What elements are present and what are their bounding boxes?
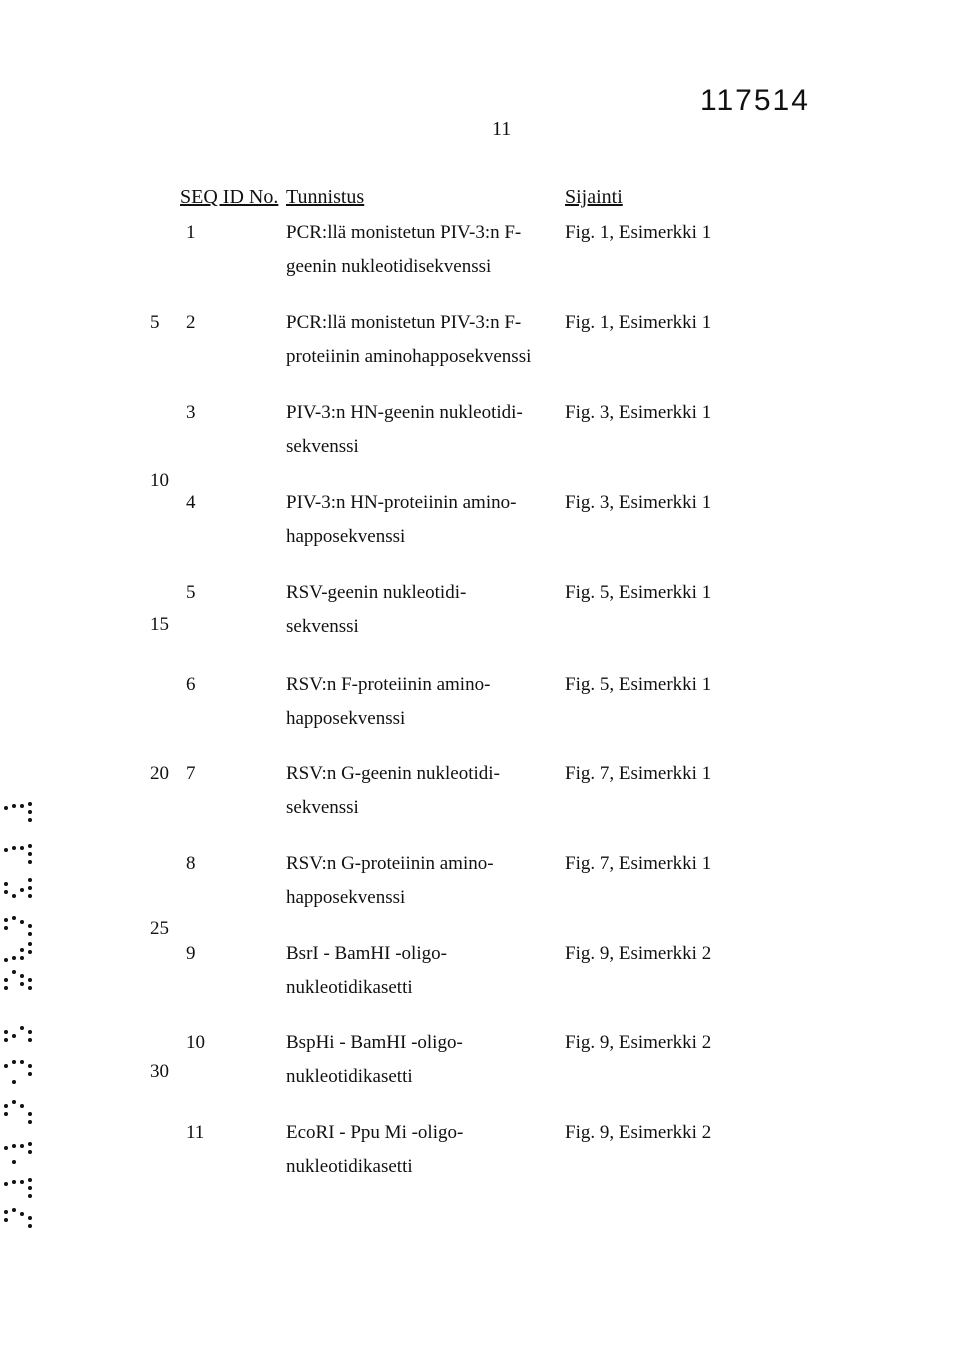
seq-id: 8	[186, 853, 196, 874]
table-row	[0, 402, 960, 472]
location: Fig. 1, Esimerkki 1	[565, 312, 712, 333]
description-line-1: PCR:llä monistetun PIV-3:n F-	[286, 222, 522, 243]
description-line-1: RSV:n F-proteiinin amino-	[286, 674, 491, 695]
column-header-description: Tunnistus	[286, 186, 365, 208]
description-line-1: BspHi - BamHI -oligo-	[286, 1032, 463, 1053]
seq-id: 5	[186, 582, 196, 603]
location: Fig. 3, Esimerkki 1	[565, 402, 712, 423]
description-line-1: RSV-geenin nukleotidi-	[286, 582, 467, 603]
description-line-1: BsrI - BamHI -oligo-	[286, 943, 447, 964]
perforation-dots	[0, 800, 40, 1230]
seq-id: 3	[186, 402, 196, 423]
seq-id: 1	[186, 222, 196, 243]
table-row	[0, 1122, 960, 1192]
table-row	[0, 582, 960, 652]
table-row	[0, 943, 960, 1013]
description-line-2: sekvenssi	[286, 616, 359, 637]
column-header-location: Sijainti	[565, 186, 623, 208]
line-number: 25	[150, 918, 169, 939]
description-line-2: happosekvenssi	[286, 887, 406, 908]
seq-id: 9	[186, 943, 196, 964]
table-row	[0, 763, 960, 833]
description-line-1: RSV:n G-proteiinin amino-	[286, 853, 494, 874]
line-number: 15	[150, 614, 169, 635]
location: Fig. 5, Esimerkki 1	[565, 582, 712, 603]
location: Fig. 9, Esimerkki 2	[565, 1032, 712, 1053]
description-line-1: PIV-3:n HN-geenin nukleotidi-	[286, 402, 523, 423]
seq-id: 2	[186, 312, 196, 333]
description-line-1: EcoRI - Ppu Mi -oligo-	[286, 1122, 464, 1143]
description-line-2: nukleotidikasetti	[286, 1066, 413, 1087]
line-number: 10	[150, 470, 169, 491]
seq-id: 10	[186, 1032, 205, 1053]
seq-id: 7	[186, 763, 196, 784]
table-row	[0, 492, 960, 562]
description-line-1: RSV:n G-geenin nukleotidi-	[286, 763, 500, 784]
description-line-2: sekvenssi	[286, 436, 359, 457]
description-line-2: nukleotidikasetti	[286, 1156, 413, 1177]
line-number: 5	[150, 312, 160, 333]
page-number: 11	[492, 118, 512, 140]
seq-id: 4	[186, 492, 196, 513]
table-row	[0, 1032, 960, 1102]
line-number: 30	[150, 1061, 169, 1082]
table-row	[0, 674, 960, 744]
seq-id: 11	[186, 1122, 205, 1143]
column-header-seq: SEQ ID No.	[180, 186, 279, 208]
table-row	[0, 853, 960, 923]
location: Fig. 7, Esimerkki 1	[565, 763, 712, 784]
description-line-2: nukleotidikasetti	[286, 977, 413, 998]
description-line-2: happosekvenssi	[286, 708, 406, 729]
patent-number: 117514	[700, 84, 810, 117]
table-row	[0, 222, 960, 292]
description-line-1: PCR:llä monistetun PIV-3:n F-	[286, 312, 522, 333]
location: Fig. 1, Esimerkki 1	[565, 222, 712, 243]
description-line-2: happosekvenssi	[286, 526, 406, 547]
location: Fig. 9, Esimerkki 2	[565, 943, 712, 964]
seq-id: 6	[186, 674, 196, 695]
description-line-2: proteiinin aminohapposekvenssi	[286, 346, 532, 367]
location: Fig. 5, Esimerkki 1	[565, 674, 712, 695]
line-number: 20	[150, 763, 169, 784]
table-row	[0, 312, 960, 382]
description-line-2: sekvenssi	[286, 797, 359, 818]
location: Fig. 9, Esimerkki 2	[565, 1122, 712, 1143]
location: Fig. 3, Esimerkki 1	[565, 492, 712, 513]
description-line-2: geenin nukleotidisekvenssi	[286, 256, 492, 277]
description-line-1: PIV-3:n HN-proteiinin amino-	[286, 492, 517, 513]
location: Fig. 7, Esimerkki 1	[565, 853, 712, 874]
